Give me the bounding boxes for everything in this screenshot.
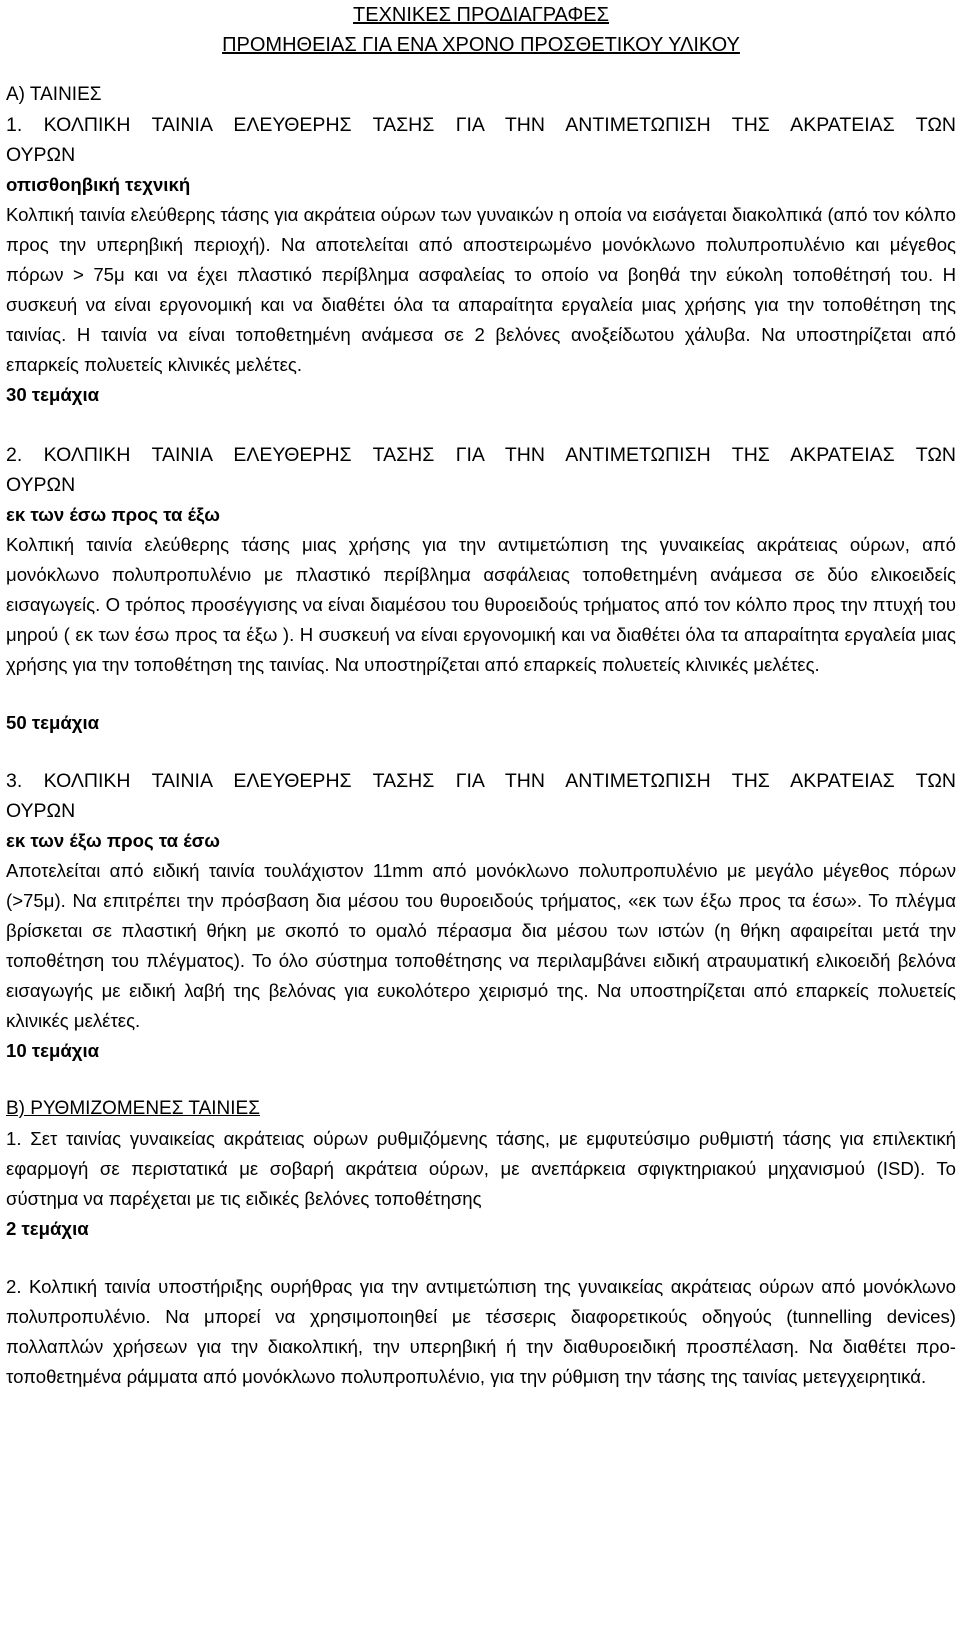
item-heading: 1. ΚΟΛΠΙΚΗ ΤΑΙΝΙΑ ΕΛΕΥΘΕΡΗΣ ΤΑΣΗΣ ΓΙΑ ΤΗΝ ΑΝΤΙΜΕΤΩΠΙΣΗ ΤΗΣ ΑΚΡΑΤΕΙΑΣ ΤΩΝ	[6, 114, 956, 136]
spacer	[6, 1244, 956, 1272]
section-a-item-2	[6, 440, 956, 738]
item-heading: 2. ΚΟΛΠΙΚΗ ΤΑΙΝΙΑ ΕΛΕΥΘΕΡΗΣ ΤΑΣΗΣ ΓΙΑ ΤΗΝ ΑΝΤΙΜΕΤΩΠΙΣΗ ΤΗΣ ΑΚΡΑΤΕΙΑΣ ΤΩΝ	[6, 444, 956, 466]
item-description: 2. Κολπική ταινία υποστήριξης ουρήθρας για την αντιμετώπιση της γυναικείας ακράτειας ούρων από μονόκλωνο πολυπροπυλένιο. Να μπορεί να χρησιμοποιηθεί με τέσσερις διαφορετικούς οδηγούς (tunnelling devices) πολλαπλών χρήσεων για την διακολπική, την υπερηβική ή την διαθυροειδική προσπέλαση. Να διαθέτει προ-τοποθετημένα ράμματα από μονόκλωνο πολυπροπυλένιο, για την ρύθμιση την τάσης της ταινίας μετεγχειρητικά.	[6, 1276, 956, 1387]
item-description: Κολπική ταινία ελεύθερης τάσης για ακράτεια ούρων των γυναικών η οποία να εισάγεται διακολπικά (από τον κόλπο προς την υπερηβική περιοχή). Να αποτελείται από αποστειρωμένο μονόκλωνο πολυπροπυλένιο και μέγεθος πόρων > 75μ και να έχει πλαστικό περίβλημα ασφαλείας το οποίο να βοηθά την εύκολη τοποθέτησή του. Η συσκευή να είναι εργονομική και να διαθέτει όλα τα απαραίτητα εργαλεία μιας χρήσης για την τοποθέτηση της ταινίας. Η ταινία να είναι τοποθετημένη ανάμεσα σε 2 βελόνες ανοξείδωτου χάλυβα. Να υποστηρίζεται από επαρκείς πολυετείς κλινικές μελέτες.	[6, 204, 956, 375]
spacer	[6, 680, 956, 708]
item-technique: οπισθοηβική τεχνική	[6, 174, 191, 195]
item-heading-tail: ΟΥΡΩΝ	[6, 800, 76, 822]
item-quantity: 50 τεμάχια	[6, 712, 100, 733]
item-description: Κολπική ταινία ελεύθερης τάσης μιας χρήσης για την αντιμετώπιση της γυναικείας ακράτειας ούρων, από μονόκλωνο πολυπροπυλένιο με πλαστικό περίβλημα ασφάλειας τοποθετημένη ανάμεσα σε δύο ελικοειδείς εισαγωγείς. Ο τρόπος προσέγγισης να είναι διαμέσου του θυροειδούς τρήματος από τον κόλπο προς την πτυχή του μηρού ( εκ των έσω προς τα έξω ). Η συσκευή να είναι εργονομική και να διαθέτει όλα τα απαραίτητα εργαλεία μιας χρήσης για την τοποθέτηση της ταινίας. Να υποστηρίζεται από επαρκείς πολυετείς κλινικές μελέτες.	[6, 534, 956, 675]
item-description: Αποτελείται από ειδική ταινία τουλάχιστον 11mm από μονόκλωνο πολυπροπυλένιο με μεγάλο μέγεθος πόρων (>75μ). Να επιτρέπει την πρόσβαση δια μέσου του θυροειδούς τρήματος, «εκ των έξω προς τα έσω». Το πλέγμα βρίσκεται σε πλαστική θήκη με σκοπό το ομαλό πέρασμα δια μέσου των ιστών (η θήκη αφαιρείται μετά την τοποθέτηση του πλέγματος). Το όλο σύστημα τοποθέτησης να περιλαμβάνει ειδική ατραυματική ελικοειδή βελόνα εισαγωγής με ειδική λαβή της βελόνας για ευκολότερο χειρισμό της. Να υποστηρίζεται από επαρκείς πολυετείς κλινικές μελέτες.	[6, 860, 956, 1031]
section-a-item-3	[6, 766, 956, 1066]
item-quantity: 30 τεμάχια	[6, 384, 100, 405]
section-b-item-1	[6, 1124, 956, 1244]
section-b-item-2	[6, 1272, 956, 1392]
item-technique: εκ των έσω προς τα έξω	[6, 504, 221, 525]
document-title-line-2: ΠΡΟΜΗΘΕΙΑΣ ΓΙΑ ΕΝΑ ΧΡΟΝΟ ΠΡΟΣΘΕΤΙΚΟΥ ΥΛΙΚΟΥ	[222, 34, 740, 56]
item-heading: 3. ΚΟΛΠΙΚΗ ΤΑΙΝΙΑ ΕΛΕΥΘΕΡΗΣ ΤΑΣΗΣ ΓΙΑ ΤΗΝ ΑΝΤΙΜΕΤΩΠΙΣΗ ΤΗΣ ΑΚΡΑΤΕΙΑΣ ΤΩΝ	[6, 770, 956, 792]
section-a-item-1	[6, 110, 956, 410]
document-page	[6, 0, 956, 1392]
item-technique: εκ των έξω προς τα έσω	[6, 830, 221, 851]
spacer	[6, 410, 956, 440]
spacer	[6, 60, 956, 80]
section-a-heading: Α) ΤΑΙΝΙΕΣ	[6, 84, 102, 105]
item-quantity: 10 τεμάχια	[6, 1040, 100, 1061]
spacer	[6, 738, 956, 766]
item-heading-tail: ΟΥΡΩΝ	[6, 144, 76, 166]
document-title-line-1: ΤΕΧΝΙΚΕΣ ΠΡΟΔΙΑΓΡΑΦΕΣ	[353, 4, 609, 26]
item-description: 1. Σετ ταινίας γυναικείας ακράτειας ούρων ρυθμιζόμενης τάσης, με εμφυτεύσιμο ρυθμιστή τάσης για επιλεκτική εφαρμογή σε περιστατικά με σοβαρή ακράτεια ούρων, με ανεπάρκεια σφιγκτηριακού μηχανισμού (ISD). Το σύστημα να παρέχεται με τις ειδικές βελόνες τοποθέτησης	[6, 1128, 956, 1209]
spacer	[6, 1066, 956, 1094]
item-quantity: 2 τεμάχια	[6, 1218, 89, 1239]
item-heading-tail: ΟΥΡΩΝ	[6, 474, 76, 496]
section-b-heading: Β) ΡΥΘΜΙΖΟΜΕΝΕΣ ΤΑΙΝΙΕΣ	[6, 1098, 260, 1119]
